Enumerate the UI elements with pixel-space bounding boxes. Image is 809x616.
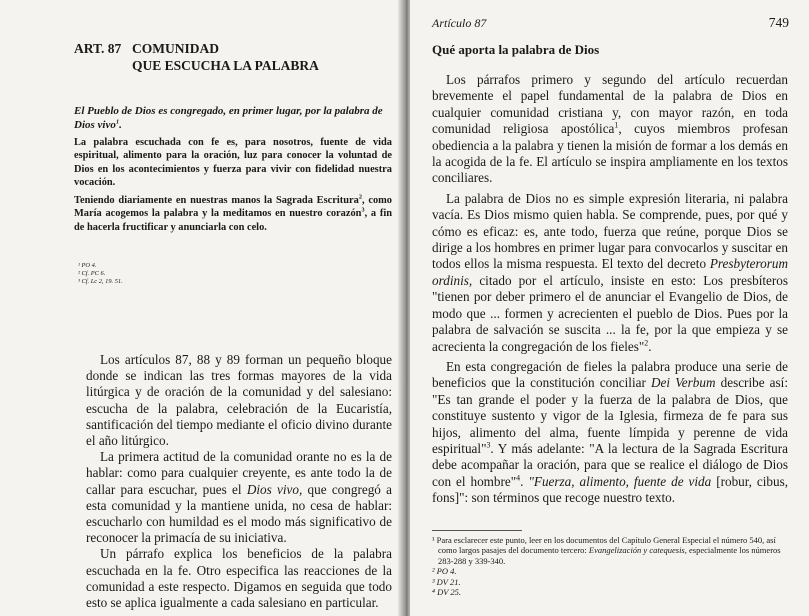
constitution-quote-paragraph-2 [74, 194, 392, 234]
section-title: Qué aporta la palabra de Dios [432, 42, 600, 57]
rp2-italic: Presbyterorum ordinis, [432, 256, 788, 288]
rp3-italic-2: "Fuerza, alimento, fuente de vida [528, 473, 712, 489]
footnote-divider [432, 530, 522, 531]
left-footnote: ¹ PO 4. [78, 262, 97, 269]
right-page [410, 0, 809, 616]
constitution-quote-main: El Pueblo de Dios es congregado, en primer lugar, por la palabra de Dios vivo$^1$. [74, 105, 383, 131]
article-title-line1: COMUNIDAD [132, 41, 219, 56]
footnote-ref: 2 [358, 193, 362, 201]
rp2-end: . [648, 338, 652, 354]
article-number: ART. 87 [74, 41, 122, 56]
left-commentary [86, 352, 392, 611]
footnote-ref: 4 [516, 473, 521, 483]
fn1-italic: Evangelización y catequesis, [588, 545, 687, 556]
left-footnote: ³ Cf. Lc 2, 19. 51. [78, 278, 123, 285]
footnote-ref: 3 [361, 206, 365, 214]
rp2-a: La palabra de Dios no es simple expresión literaria, ni palabra vacía. Es Dios mismo quien habla. Se comprende, pues, por qué y cómo es eficaz: es, ante todo, fuerza que reúne, porque Dios se dirige a los hombres en primer lugar para convocarlos y suscitar en todos ellos la misma respuesta. El texto del decreto [432, 190, 788, 272]
right-paragraph-3 [432, 359, 788, 507]
right-commentary [432, 72, 788, 507]
right-footnote-2: ² PO 4. [432, 566, 457, 577]
rp3-a: En esta congregación de fieles la palabra produce una serie de beneficios que la constitución conciliar [432, 358, 788, 391]
commentary-paragraph-2 [86, 449, 392, 546]
footnote-ref: 1 [115, 118, 120, 126]
article-title-line2: QUE ESCUCHA LA PALABRA [132, 58, 319, 73]
running-head: Artículo 87 [432, 16, 487, 30]
article-heading [74, 40, 374, 74]
p2-text-a: La primera actitud de la comunidad orante no es la de hablar: como para cualquier creyente, es ante todo la de callar para escuchar, pues el [86, 449, 392, 497]
quote-p2-part-a: Teniendo diariamente en nuestras manos la Sagrada Escritura [74, 195, 359, 206]
footnote-ref: 2 [644, 338, 649, 348]
right-footnote-3: ³ DV 21. [432, 576, 461, 587]
footnote-ref: 1 [614, 120, 619, 130]
page-number: 749 [768, 15, 789, 30]
footnote-ref: 3 [486, 440, 491, 450]
rp3-e: [robur, cibus, fons]": son términos que recoge nuestro texto. [432, 473, 789, 506]
p2-italic: Dios vivo, [246, 481, 303, 497]
right-footnote-1 [432, 535, 788, 566]
left-footnotes [78, 262, 278, 286]
rp2-b: citado por el artículo, insiste en esto: Los presbíteros "tienen por deber primero el de anunciar el Evangelio de Dios, de modo que ... formen y acrecienten el pueblo de Dios. Pues por la palabra de salvación se suscita ... la fe, por la que empieza y se acrecienta la congregación de los fieles" [432, 272, 788, 354]
right-paragraph-2 [432, 191, 788, 355]
right-footnote-4: ⁴ DV 25. [432, 587, 462, 598]
rp3-italic-1: Dei Verbum [651, 375, 716, 391]
left-page [0, 0, 404, 616]
right-footnotes [432, 535, 788, 597]
right-paragraph-1 [432, 72, 788, 187]
quote-p2-part-b: , como María acogemos la palabra y la meditamos en nuestro corazón [74, 195, 393, 220]
p2-text-b: que congregó a esta comunidad y la mantiene unida, no cesa de hablar: escucharlo con humildad es el modo más significativo de reconocer la primacía de su iniciativa. [86, 481, 392, 546]
commentary-paragraph-3: Un párrafo explica los beneficios de la palabra escuchada en la fe. Otro especifica las reacciones de la comunidad a este respecto. Digamos en seguida que todo esto se aplica igualmente a cada salesiano en particular. [86, 546, 392, 611]
fn1-b: especialmente los números 283-288 y 339-340. [438, 545, 781, 566]
left-footnote: ² Cf. PC 6. [78, 270, 106, 277]
rp3-d: . [520, 473, 529, 489]
quote-main-text: El Pueblo de Dios es congregado, en primer lugar, por la palabra de Dios vivo [74, 105, 383, 131]
rp1-a: Los párrafos primero y segundo del artículo recuerdan brevemente el papel fundamental de la palabra de Dios en cualquier comunidad cristiana y, con mayor razón, en toda comunidad religiosa apostólica [432, 72, 788, 137]
commentary-paragraph-1: Los artículos 87, 88 y 89 forman un pequeño bloque donde se indican las tres formas mayores de la vida litúrgica y de oración de la comunidad y del salesiano: escucha de la palabra, celebración de la Eucaristía, santificación del tiempo mediante el oficio divino durante el año litúrgico. [86, 352, 392, 449]
fn1-a: ¹ Para esclarecer este punto, leer en los documentos del Capítulo General Especial el número 540, así como largos pasajes del documento tercero: [432, 535, 776, 556]
rp3-b: describe así: "Es tan grande el poder y la fuerza de la palabra de Dios, que constituye sustento y vigor de la Iglesia, firmeza de fe para sus hijos, alimento del alma, fuente límpida y perenne de vida espiritual" [432, 375, 788, 456]
quote-p2-part-c: , a fin de hacerla fructificar y anunciarla con celo. [74, 208, 392, 233]
rp1-b: , cuyos miembros profesan obediencia a la palabra y tienen la misión de formar a los demás en la acogida de la fe. El artículo se inspira ampliamente en los textos conciliares. [432, 121, 788, 186]
constitution-quote-paragraph-1: La palabra escuchada con fe es, para nosotros, fuente de vida espiritual, alimento para la oración, luz para conocer la voluntad de Dios en los acontecimientos y fuerza para vivir con fidelidad nuestra vocación. [74, 137, 392, 189]
rp3-c: . Y más adelante: "A la lectura de la Sagrada Escritura debe acompañar la oración, para que se realice el diálogo de Dios con el hombre" [432, 440, 788, 489]
